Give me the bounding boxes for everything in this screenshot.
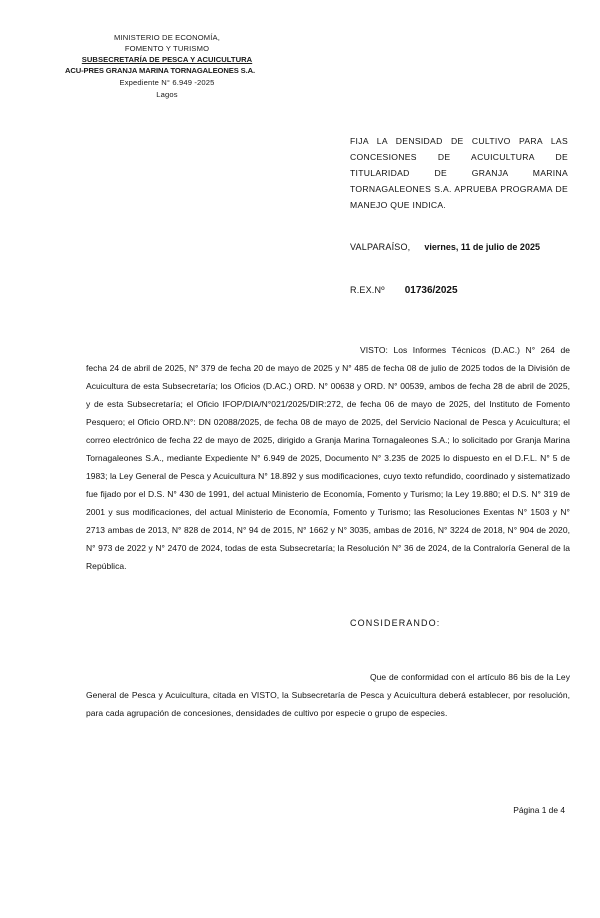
letterhead-subsecretaria: SUBSECRETARÍA DE PESCA Y ACUICULTURA <box>81 55 253 64</box>
place-label: VALPARAÍSO, <box>350 242 411 252</box>
letterhead-expediente: Expediente N° 6.949 -2025 <box>119 78 215 87</box>
resolution-label: R.EX.Nº <box>350 285 385 295</box>
considerando-heading: CONSIDERANDO: <box>350 618 441 628</box>
document-title: FIJA LA DENSIDAD DE CULTIVO PARA LAS CONCESIONES DE ACUICULTURA DE TITULARIDAD DE GRANJA MARINA TORNAGALEONES S.A. APRUEBA PROGRAMA DE MANEJO QUE INDICA. <box>350 136 568 210</box>
date-label: viernes, 11 de julio de 2025 <box>424 242 540 252</box>
letterhead-ministry-line1: MINISTERIO DE ECONOMÍA, <box>114 33 220 42</box>
resolution-number-row <box>350 285 458 296</box>
visto-paragraph: VISTO: Los Informes Técnicos (D.AC.) N° 264 de fecha 24 de abril de 2025, N° 379 de fecha 20 de mayo de 2025 y N° 485 de fecha 08 de julio de 2025 todos de la División de Acuicultura de esta Subsecretaría; los Oficios (D.AC.) ORD. N° 00638 y ORD. N° 00539, ambos de fecha 28 de abril de 2025, y de esta Subsecretaría; el Oficio IFOP/DIA/N°021/2025/DIR:272, de fecha 06 de mayo de 2025, del Instituto de Fomento Pesquero; el Oficio ORD.N°: DN 02088/2025, de fecha 08 de mayo de 2025, del Servicio Nacional de Pesca y Acuicultura; el correo electrónico de fecha 22 de mayo de 2025, dirigido a Granja Marina Tornagaleones S.A.; lo solicitado por Granja Marina Tornagaleones S.A., mediante Expediente N° 6.949 de 2025, Documento N° 3.235 de 2025 lo dispuesto en el D.F.L. N° 5 de 1983; la Ley General de Pesca y Acuicultura N° 18.892 y sus modificaciones, cuyo texto refundido, coordinado y sistematizado fue fijado por el D.S. N° 430 de 1991, del actual Ministerio de Economía, Fomento y Turismo; la Ley 19.880; el D.S. N° 319 de 2001 y sus modificaciones, del actual Ministerio de Economía, Fomento y Turismo; las Resoluciones Exentas N° 1503 y N° 2713 ambas de 2013, N° 828 de 2014, N° 94 de 2015, N° 1662 y N° 3035, ambas de 2016, N° 3224 de 2018, N° 904 de 2020, N° 973 de 2022 y N° 2470 de 2024, todas de esta Subsecretaría; la Resolución N° 36 de 2024, de la Contraloría General de la República. <box>86 345 570 572</box>
resolution-number: 01736/2025 <box>404 285 458 296</box>
considerando-paragraph: Que de conformidad con el artículo 86 bis de la Ley General de Pesca y Acuicultura, citada en VISTO, la Subsecretaría de Pesca y Acuicultura deberá establecer, por resolución, para cada agrupación de concesiones, densidades de cultivo por especie o grupo de especies. <box>86 672 570 719</box>
letterhead <box>64 32 262 100</box>
place-and-date <box>350 242 540 252</box>
letterhead-concession-holder: ACU-PRES GRANJA MARINA TORNAGALEONES S.A. <box>64 66 256 75</box>
letterhead-region: Lagos <box>156 90 178 99</box>
letterhead-ministry-line2: FOMENTO Y TURISMO <box>124 44 210 53</box>
page-footer: Página 1 de 4 <box>513 805 565 815</box>
